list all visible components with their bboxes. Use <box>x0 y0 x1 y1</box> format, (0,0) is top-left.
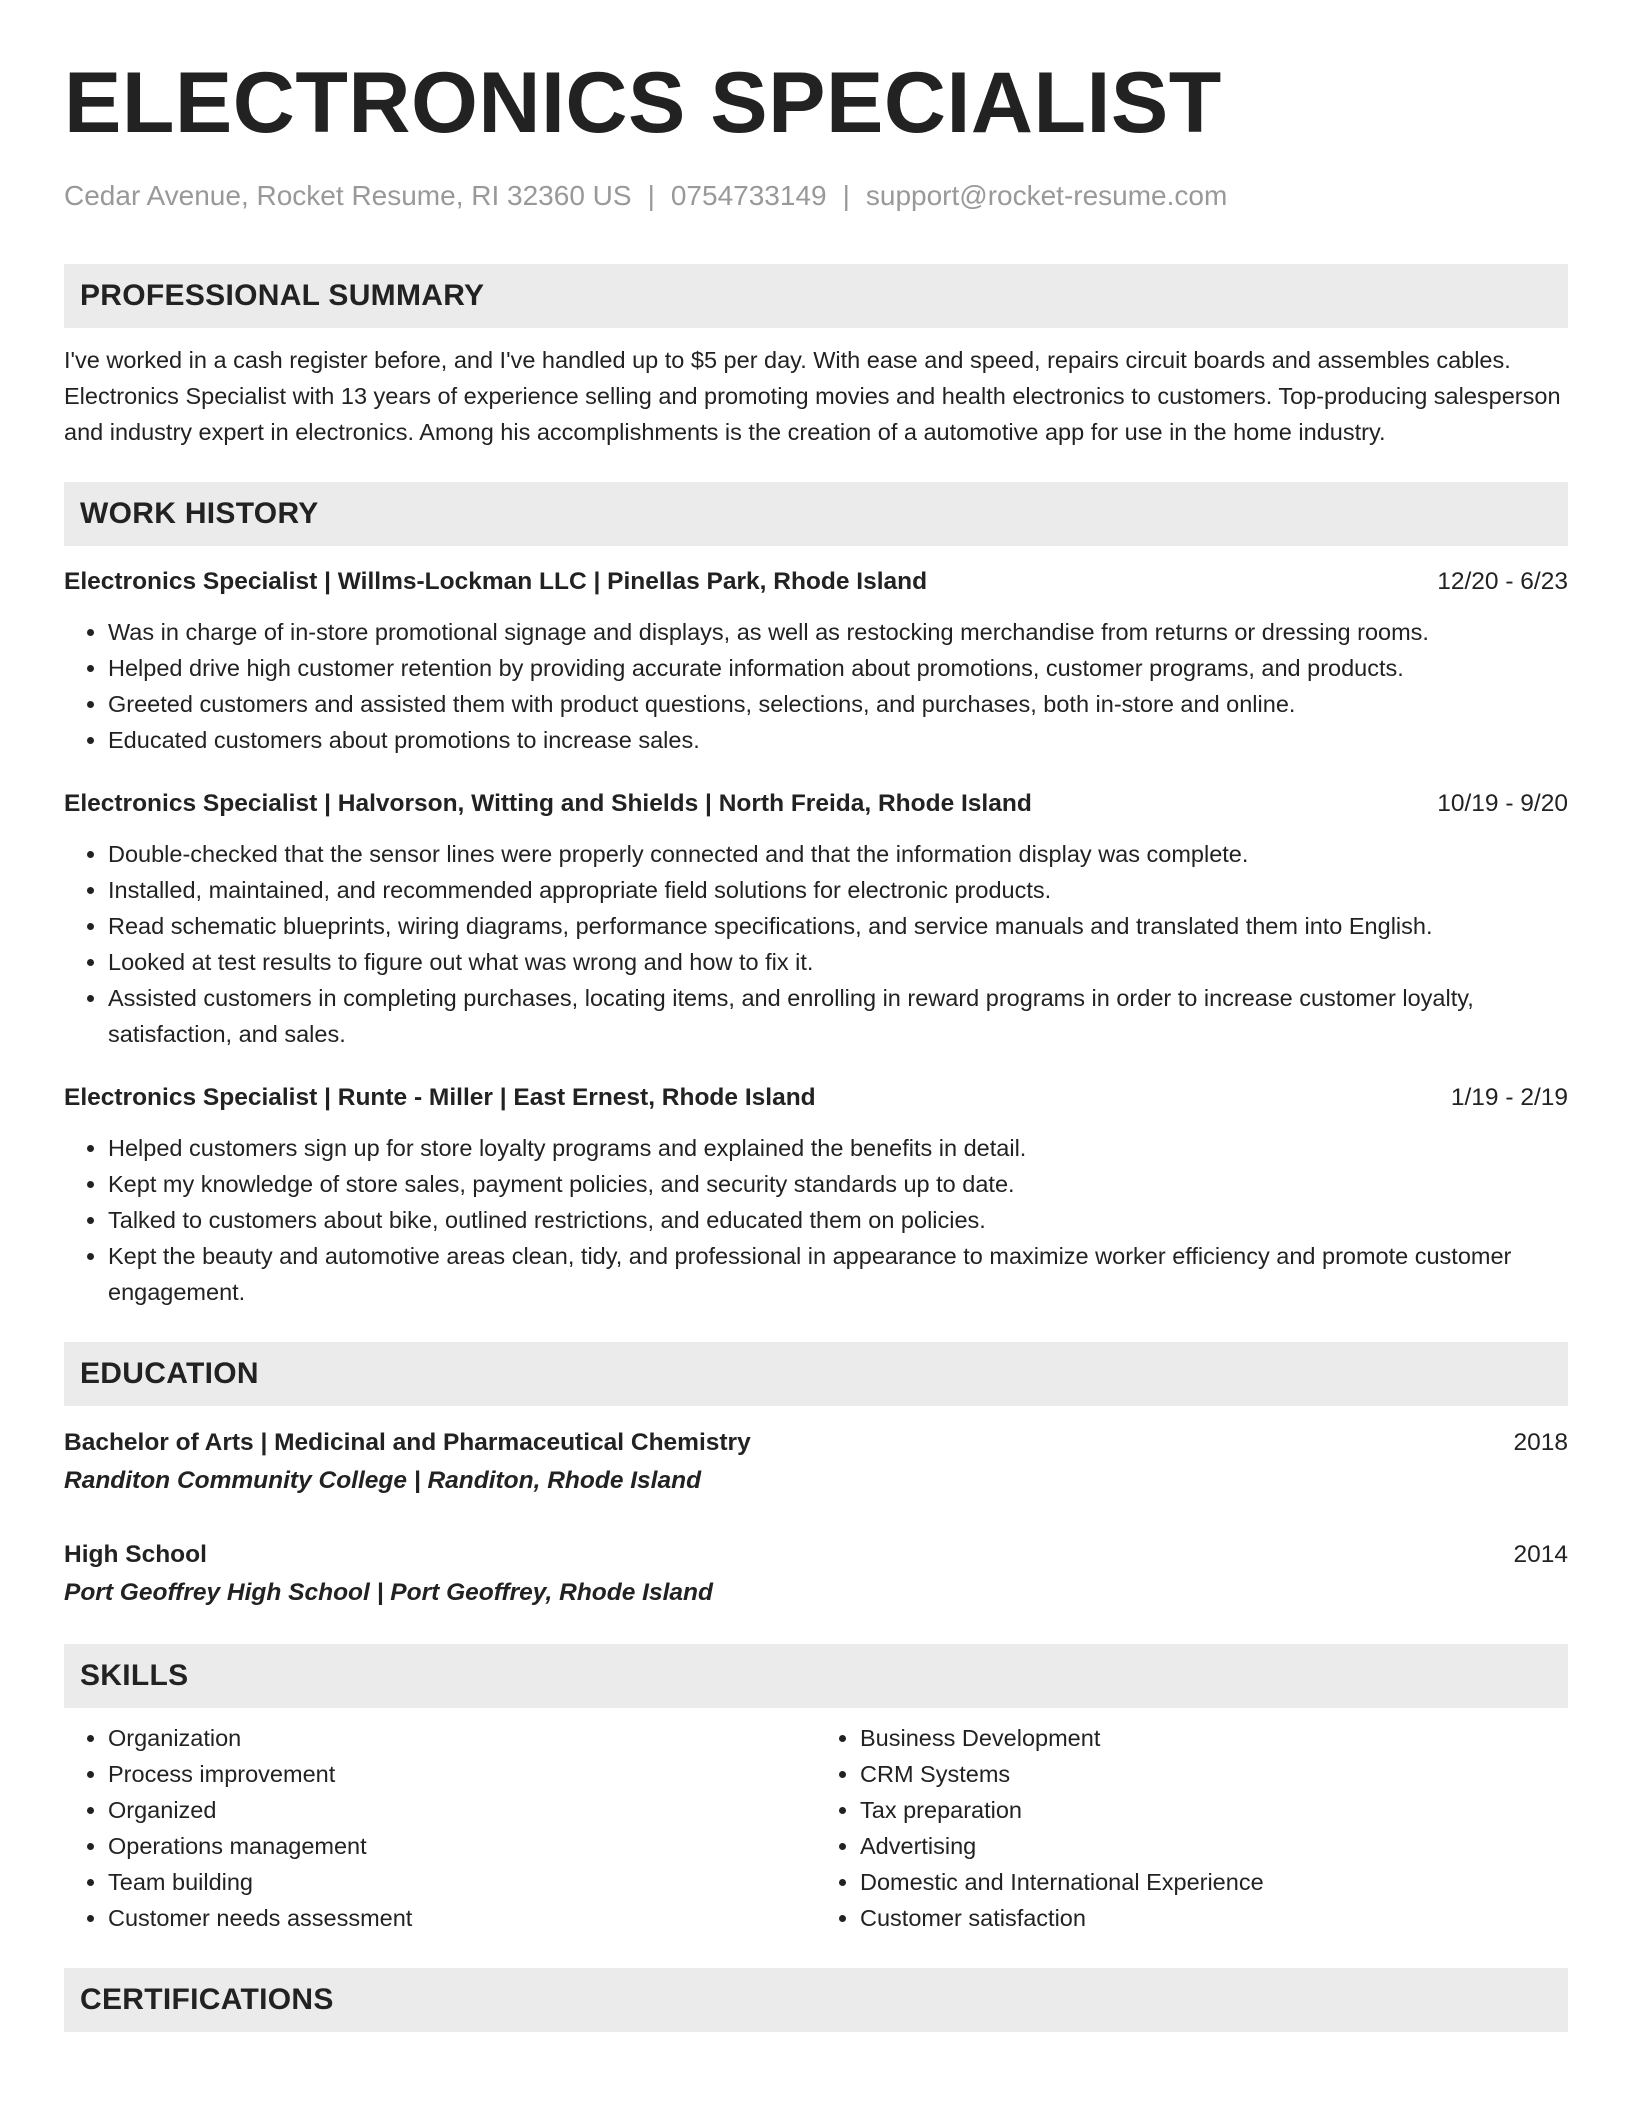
job-entry <box>64 564 1568 758</box>
skill-item: • Customer satisfaction <box>860 1900 1568 1936</box>
bullet-item: • Assisted customers in completing purchases, locating items, and enrolling in reward programs in order to increase customer loyalty, satisfaction, and sales. <box>108 980 1568 1052</box>
bullet-item: • Double-checked that the sensor lines were properly connected and that the information display was complete. <box>108 836 1568 872</box>
degree: Bachelor of Arts | Medicinal and Pharmaceutical Chemistry <box>64 1429 751 1456</box>
section-header-work-history: WORK HISTORY <box>64 482 1568 546</box>
resume-title: ELECTRONICS SPECIALIST <box>64 55 1222 151</box>
skill-item: • Team building <box>108 1864 816 1900</box>
skill-item: • Business Development <box>860 1720 1568 1756</box>
job-bullets <box>64 836 1568 1052</box>
address: Cedar Avenue, Rocket Resume, RI 32360 US <box>64 180 632 211</box>
section-header-summary: PROFESSIONAL SUMMARY <box>64 264 1568 328</box>
skill-item: • CRM Systems <box>860 1756 1568 1792</box>
bullet-item: • Kept my knowledge of store sales, payment policies, and security standards up to date. <box>108 1166 1568 1202</box>
email-link[interactable]: support@rocket-resume.com <box>865 180 1228 211</box>
bullet-item: • Greeted customers and assisted them with product questions, selections, and purchases, both in-store and online. <box>108 686 1568 722</box>
skill-item: • Advertising <box>860 1828 1568 1864</box>
skills-column-right <box>816 1720 1568 1936</box>
section-header-certifications: CERTIFICATIONS <box>64 1968 1568 2032</box>
contact-line <box>64 180 1568 212</box>
skill-item: • Organization <box>108 1720 816 1756</box>
skill-item: • Tax preparation <box>860 1792 1568 1828</box>
education-entry <box>64 1424 1568 1500</box>
job-entry <box>64 1080 1568 1310</box>
school: Port Geoffrey High School | Port Geoffrey, Rhode Island <box>64 1579 713 1606</box>
degree: High School <box>64 1541 207 1568</box>
bullet-item: • Was in charge of in-store promotional signage and displays, as well as restocking merchandise from returns or dressing rooms. <box>108 614 1568 650</box>
skill-item: • Operations management <box>108 1828 816 1864</box>
work-history-section <box>64 482 1568 1310</box>
school: Randiton Community College | Randiton, Rhode Island <box>64 1467 702 1494</box>
job-bullets <box>64 614 1568 758</box>
graduation-year: 2014 <box>1513 1541 1568 1568</box>
job-dates: 12/20 - 6/23 <box>1437 568 1568 595</box>
job-bullets <box>64 1130 1568 1310</box>
bullet-item: • Kept the beauty and automotive areas clean, tidy, and professional in appearance to maximize worker efficiency and promote customer engagement. <box>108 1238 1568 1310</box>
bullet-item: • Read schematic blueprints, wiring diagrams, performance specifications, and service manuals and translated them into English. <box>108 908 1568 944</box>
skill-item: • Customer needs assessment <box>108 1900 816 1936</box>
job-heading: Electronics Specialist | Halvorson, Witting and Shields | North Freida, Rhode Island <box>64 790 1032 817</box>
bullet-item: • Talked to customers about bike, outlined restrictions, and educated them on policies. <box>108 1202 1568 1238</box>
separator: | <box>647 180 655 211</box>
graduation-year: 2018 <box>1513 1429 1568 1456</box>
education-section <box>64 1342 1568 1612</box>
bullet-item: • Helped drive high customer retention by providing accurate information about promotions, customer programs, and products. <box>108 650 1568 686</box>
summary-text: I've worked in a cash register before, and I've handled up to $5 per day. With ease and speed, repairs circuit boards and assembles cables. Electronics Specialist with 13 years of experience selling and promoting movies and health electronics to customers. Top-producing salesperson and industry expert in electronics. Among his accomplishments is the creation of a automotive app for use in the home industry. <box>64 347 1561 445</box>
bullet-item: • Looked at test results to figure out what was wrong and how to fix it. <box>108 944 1568 980</box>
job-dates: 10/19 - 9/20 <box>1437 790 1568 817</box>
skills-column-left <box>64 1720 816 1936</box>
job-entry <box>64 786 1568 1052</box>
separator: | <box>842 180 850 211</box>
bullet-item: • Helped customers sign up for store loyalty programs and explained the benefits in detail. <box>108 1130 1568 1166</box>
certifications-section <box>64 1968 1568 2032</box>
bullet-item: • Educated customers about promotions to increase sales. <box>108 722 1568 758</box>
phone: 0754733149 <box>670 180 827 211</box>
skill-item: • Domestic and International Experience <box>860 1864 1568 1900</box>
education-entry <box>64 1536 1568 1612</box>
section-header-skills: SKILLS <box>64 1644 1568 1708</box>
job-heading: Electronics Specialist | Runte - Miller | East Ernest, Rhode Island <box>64 1084 816 1111</box>
skill-item: • Organized <box>108 1792 816 1828</box>
skill-item: • Process improvement <box>108 1756 816 1792</box>
job-dates: 1/19 - 2/19 <box>1450 1084 1568 1111</box>
skills-section <box>64 1644 1568 1936</box>
bullet-item: • Installed, maintained, and recommended appropriate field solutions for electronic products. <box>108 872 1568 908</box>
job-heading: Electronics Specialist | Willms-Lockman LLC | Pinellas Park, Rhode Island <box>64 568 928 595</box>
section-header-education: EDUCATION <box>64 1342 1568 1406</box>
